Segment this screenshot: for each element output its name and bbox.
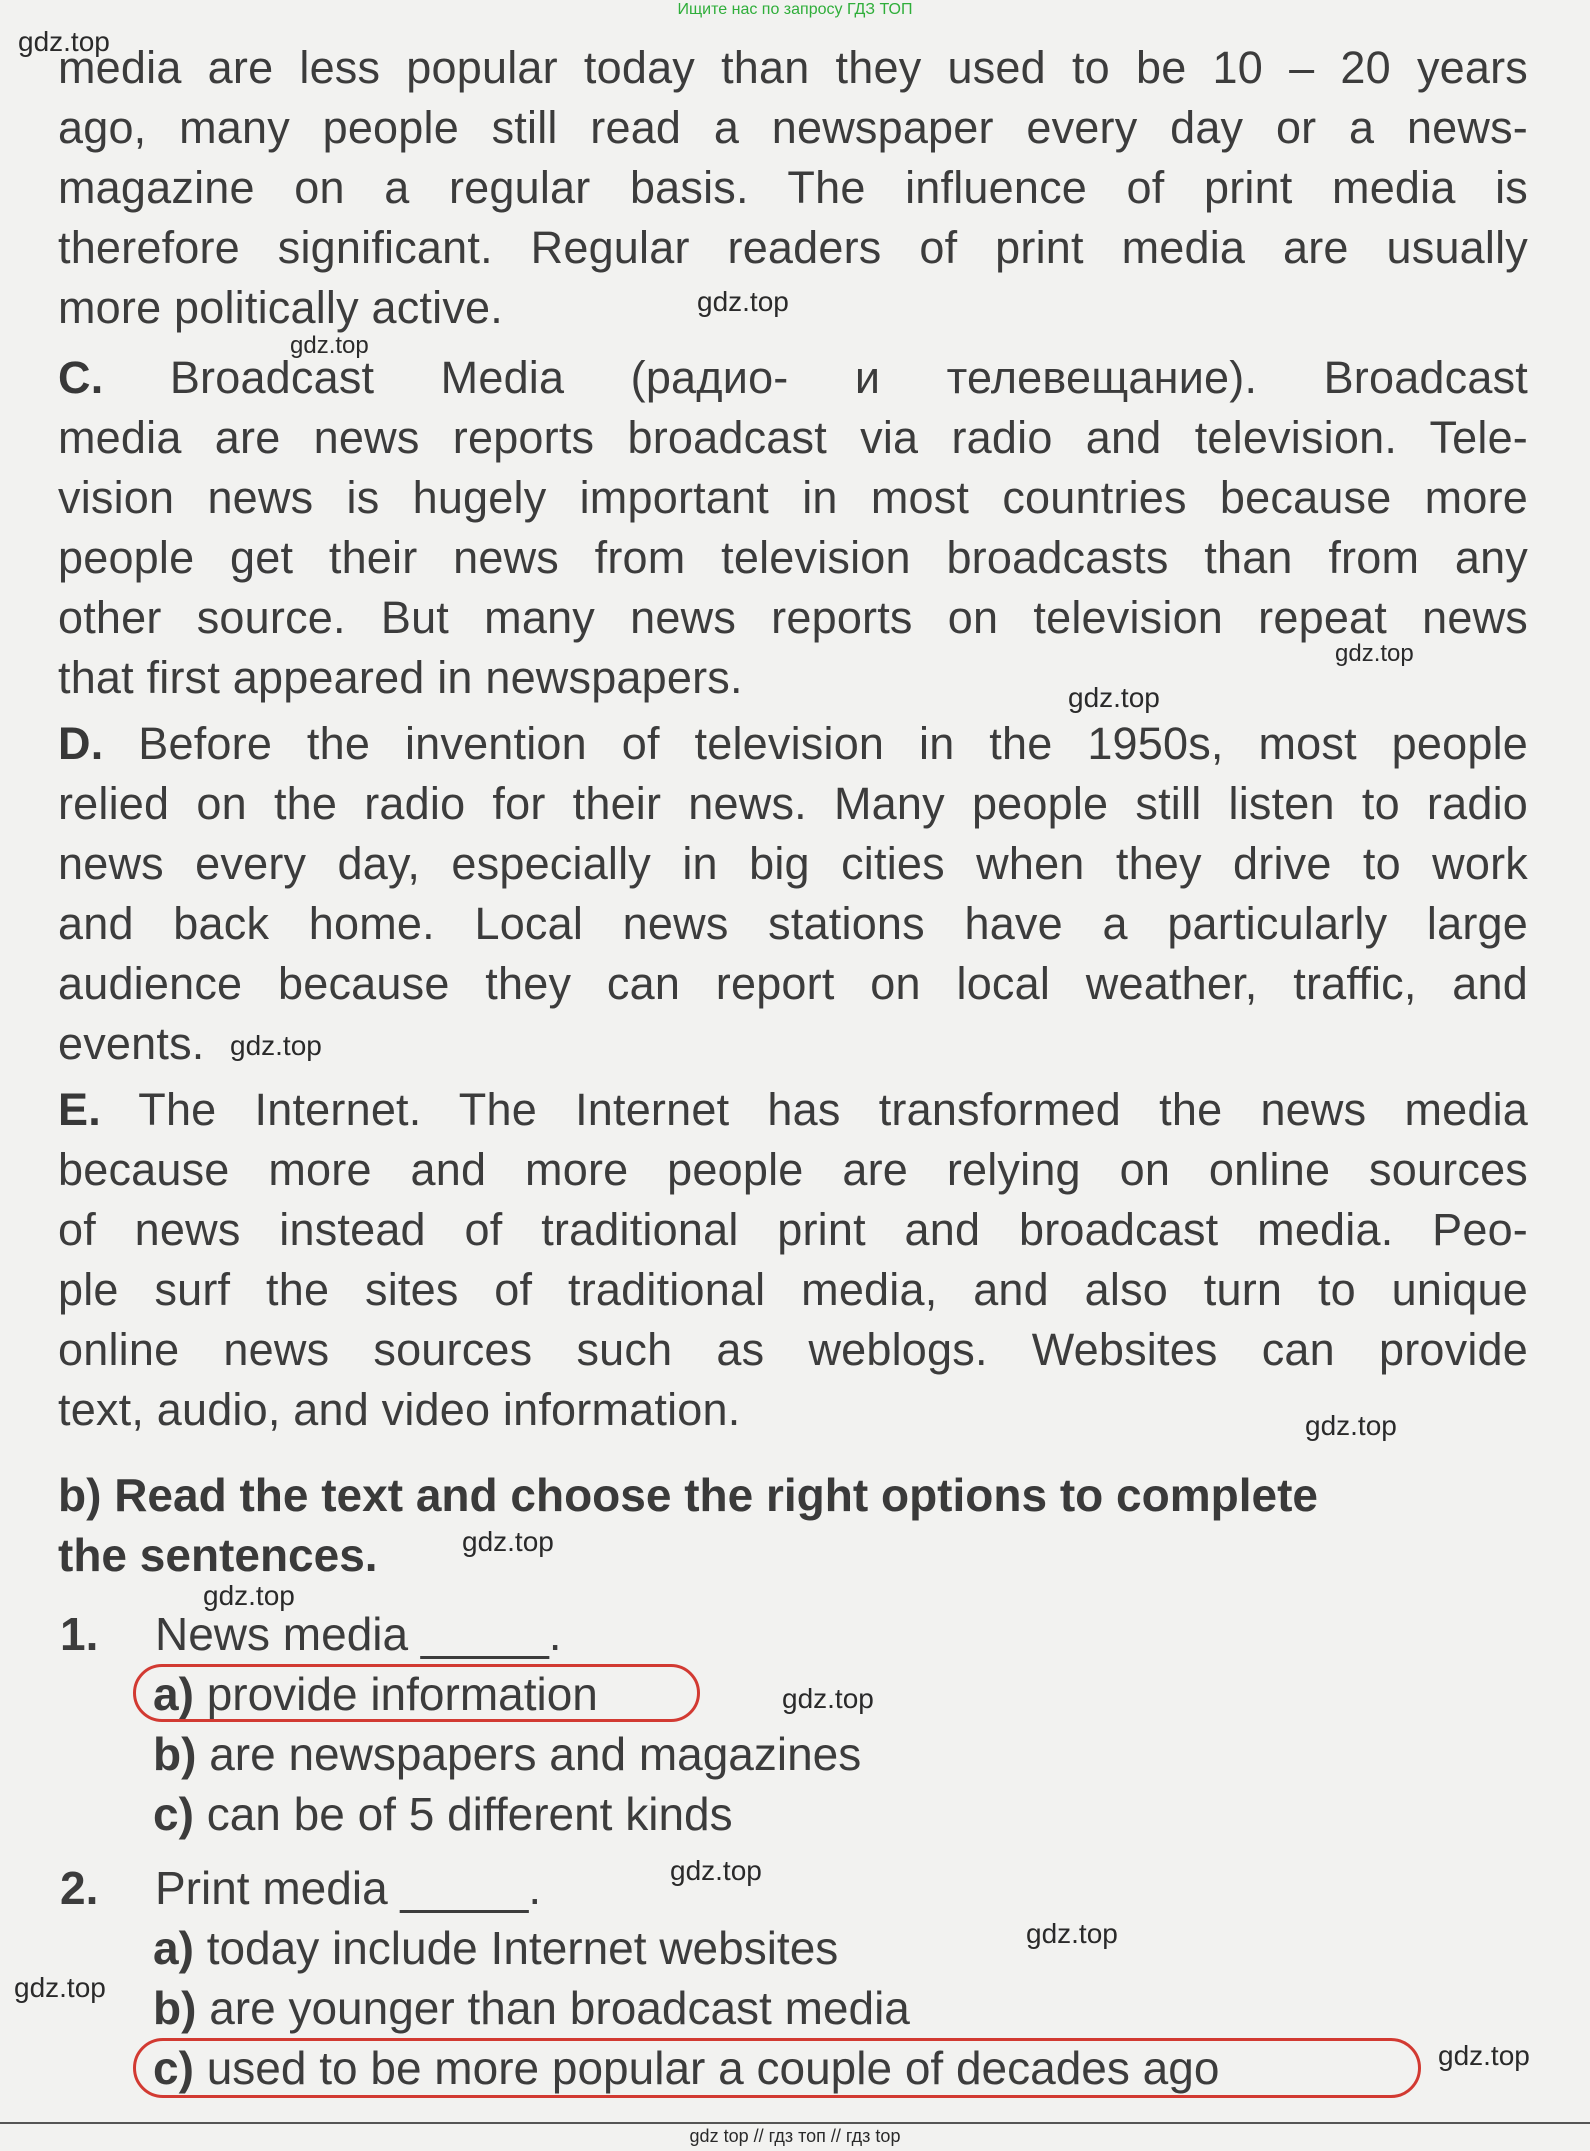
text-line: The Internet. The Internet has transformed the news media [138,1084,1529,1135]
selected-answer-circle [133,2038,1421,2098]
text-line: events. [58,1018,205,1069]
question-stem: News media _____. [155,1608,562,1660]
watermark-text: gdz.top [1335,640,1414,667]
text-line: media are news reports broadcast via radio and television. Tele- [58,412,1528,463]
text-line: ago, many people still read a newspaper every day or a news- [58,102,1528,153]
watermark-text: gdz.top [203,1580,295,1611]
watermark-text: gdz.top [1068,682,1160,713]
question-stem: Print media _____. [155,1862,542,1914]
option-letter: b) [153,1728,197,1780]
text-line: online news sources such as weblogs. Websites can provide [58,1324,1528,1375]
paragraph-c [58,348,1528,708]
option-2a[interactable] [153,1918,838,1978]
option-text: today include Internet websites [206,1922,839,1974]
text-line: news every day, especially in big cities when they drive to work [58,838,1528,889]
option-letter: c) [153,1788,194,1840]
text-line: people get their news from television broadcasts than from any [58,532,1528,583]
paragraph-d [58,714,1528,1074]
instruction-line: b) Read the text and choose the right options to complete [58,1469,1318,1521]
option-1c[interactable] [153,1784,733,1844]
top-banner[interactable]: Ищите нас по запросу ГДЗ ТОП [677,1,913,18]
watermark-text: gdz.top [782,1683,874,1714]
question-2 [60,1858,541,1918]
instruction-line: the sentences. [58,1529,378,1581]
paragraph-continuation [58,38,1528,338]
text-line: Broadcast Media (радио- и телевещание). Broadcast [169,352,1528,403]
watermark-text: gdz.top [697,286,789,317]
text-line: audience because they can report on local weather, traffic, and [58,958,1528,1009]
watermark-text: gdz.top [1026,1918,1118,1949]
text-line: that first appeared in newspapers. [58,652,743,703]
option-text: are younger than broadcast media [209,1982,910,2034]
text-line: therefore significant. Regular readers of print media are usually [58,222,1528,273]
option-1b[interactable] [153,1724,861,1784]
text-line: ple surf the sites of traditional media, and also turn to unique [58,1264,1528,1315]
option-letter: c) [153,2042,194,2094]
text-line: because more and more people are relying on online sources [58,1144,1528,1195]
text-line: more politically active. [58,282,503,333]
text-line: Before the invention of television in the 1950s, most people [138,718,1529,769]
watermark-text: gdz.top [230,1030,322,1061]
selected-answer-circle [133,1664,700,1722]
watermark-text: gdz.top [14,1972,106,2003]
paragraph-letter: E. [58,1084,101,1135]
text-line: magazine on a regular basis. The influence of print media is [58,162,1528,213]
option-text: provide information [206,1668,598,1720]
watermark-text: gdz.top [670,1855,762,1886]
exercise-instruction [58,1465,1528,1585]
option-text: can be of 5 different kinds [206,1788,733,1840]
paragraph-letter: D. [58,718,104,769]
footer-text: gdz top // гдз топ // гдз top [689,2126,901,2146]
option-letter: a) [153,1922,194,1974]
text-line: vision news is hugely important in most countries because more [58,472,1528,523]
option-letter: b) [153,1982,197,2034]
text-line: other source. But many news reports on television repeat news [58,592,1528,643]
paragraph-letter: C. [58,352,104,403]
question-number: 1. [60,1608,99,1660]
text-line: media are less popular today than they used to be 10 – 20 years [58,42,1528,93]
watermark-text: gdz.top [18,26,110,57]
question-1 [60,1604,562,1664]
text-line: and back home. Local news stations have a particularly large [58,898,1528,949]
option-text: are newspapers and magazines [209,1728,862,1780]
text-line: text, audio, and video information. [58,1384,741,1435]
text-line: of news instead of traditional print and broadcast media. Peo- [58,1204,1528,1255]
text-line: relied on the radio for their news. Many people still listen to radio [58,778,1528,829]
question-number: 2. [60,1862,99,1914]
bottom-divider [0,2122,1590,2124]
option-letter: a) [153,1668,194,1720]
paragraph-e [58,1080,1528,1440]
watermark-text: gdz.top [462,1526,554,1557]
watermark-text: gdz.top [1438,2040,1530,2071]
watermark-text: gdz.top [290,332,369,359]
option-text: used to be more popular a couple of decades ago [206,2042,1220,2094]
watermark-text: gdz.top [1305,1410,1397,1441]
option-2b[interactable] [153,1978,910,2038]
